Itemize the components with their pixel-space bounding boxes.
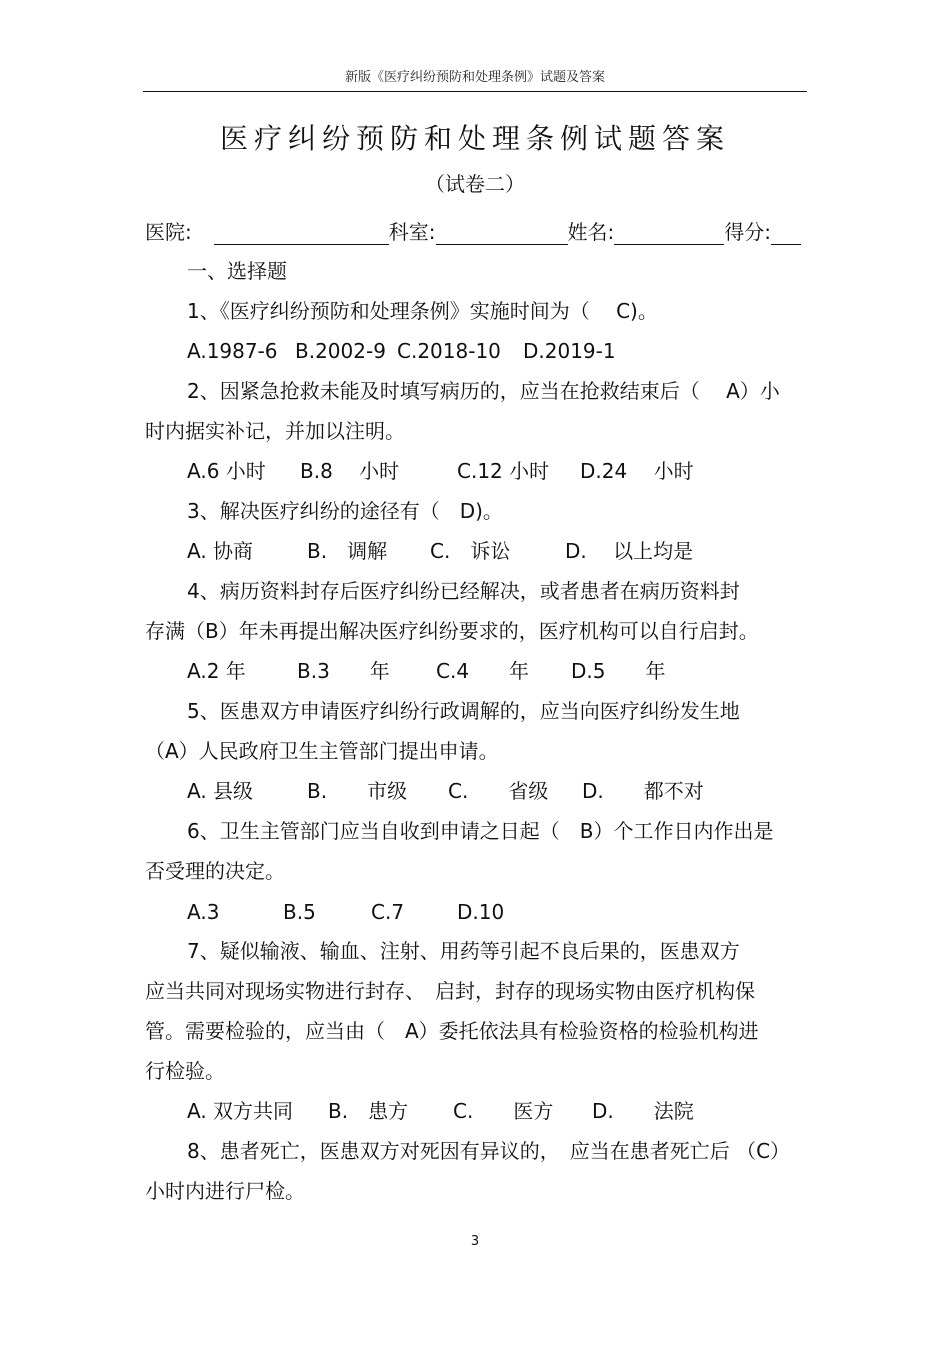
department-label: 科室: bbox=[388, 220, 436, 244]
score-blank[interactable] bbox=[771, 220, 801, 245]
option-b: B. 市级 bbox=[307, 779, 408, 803]
info-fields-row bbox=[145, 215, 809, 245]
question-2-line-2: 时内据实补记，并加以注明。 bbox=[145, 419, 405, 443]
running-header: 新版《医疗纠纷预防和处理条例》试题及答案 bbox=[344, 70, 605, 85]
question-5-options bbox=[187, 777, 807, 805]
question-6-line-2: 否受理的决定。 bbox=[145, 859, 285, 883]
name-label: 姓名: bbox=[567, 220, 615, 244]
question-8-line-2: 小时内进行尸检。 bbox=[145, 1179, 305, 1203]
option-c: C.2018-10 bbox=[397, 339, 501, 363]
option-d: D.10 bbox=[457, 900, 505, 924]
question-4-options bbox=[187, 657, 807, 685]
section-heading: 一、选择题 bbox=[187, 259, 287, 283]
option-a: A. 协商 bbox=[187, 539, 254, 563]
question-6-options bbox=[187, 898, 807, 926]
option-a: A. 双方共同 bbox=[187, 1099, 294, 1123]
question-6-line-1: 6、卫生主管部门应当自收到申请之日起（ B）个工作日内作出是 bbox=[187, 819, 774, 843]
question-7-line-2: 应当共同对现场实物进行封存、 启封，封存的现场实物由医疗机构保 bbox=[145, 979, 755, 1003]
option-b: B.3 年 bbox=[297, 659, 390, 683]
question-7-line-3: 管。需要检验的，应当由（ A）委托依法具有检验资格的检验机构进 bbox=[145, 1019, 759, 1043]
option-b: B. 患方 bbox=[328, 1099, 409, 1123]
option-c: C. 诉讼 bbox=[430, 539, 511, 563]
header-rule bbox=[143, 91, 807, 92]
question-5-line-2: （A）人民政府卫生主管部门提出申请。 bbox=[145, 739, 499, 763]
option-b: B.8 小时 bbox=[300, 459, 400, 483]
question-8-line-1: 8、患者死亡，医患双方对死因有异议的， 应当在患者死亡后 （C） bbox=[187, 1139, 791, 1163]
question-7-line-4: 行检验。 bbox=[145, 1059, 225, 1083]
question-1-line-1: 1、《医疗纠纷预防和处理条例》实施时间为（ C)。 bbox=[187, 299, 658, 323]
option-d: D. 法院 bbox=[592, 1099, 694, 1123]
page-subtitle: （试卷二） bbox=[425, 172, 525, 196]
option-d: D.2019-1 bbox=[523, 339, 616, 363]
hospital-label: 医院: bbox=[145, 220, 192, 244]
name-blank[interactable] bbox=[614, 220, 724, 245]
question-3-options bbox=[187, 537, 807, 565]
option-a: A.1987-6 bbox=[187, 339, 278, 363]
option-c: C. 省级 bbox=[448, 779, 549, 803]
option-d: D. 都不对 bbox=[582, 779, 704, 803]
option-d: D. 以上均是 bbox=[565, 539, 694, 563]
question-7-options bbox=[187, 1097, 807, 1125]
option-a: A.6 小时 bbox=[187, 459, 266, 483]
page-title: 医疗纠纷预防和处理条例试题答案 bbox=[219, 122, 730, 155]
department-blank[interactable] bbox=[436, 220, 568, 245]
option-c: C.4 年 bbox=[436, 659, 530, 683]
question-7-line-1: 7、疑似输液、输血、注射、用药等引起不良后果的，医患双方 bbox=[187, 939, 740, 963]
option-d: D.24 小时 bbox=[580, 459, 694, 483]
page-number: 3 bbox=[470, 1234, 480, 1249]
option-c: C.12 小时 bbox=[457, 459, 550, 483]
option-b: B. 调解 bbox=[307, 539, 388, 563]
question-5-line-1: 5、医患双方申请医疗纠纷行政调解的，应当向医疗纠纷发生地 bbox=[187, 699, 740, 723]
question-4-line-2: 存满（B）年未再提出解决医疗纠纷要求的，医疗机构可以自行启封。 bbox=[145, 619, 759, 643]
option-d: D.5 年 bbox=[571, 659, 666, 683]
hospital-blank[interactable] bbox=[214, 220, 389, 245]
option-a: A.3 bbox=[187, 900, 220, 924]
option-b: B.5 bbox=[283, 900, 316, 924]
score-label: 得分: bbox=[724, 220, 771, 244]
option-a: A.2 年 bbox=[187, 659, 246, 683]
option-c: C. 医方 bbox=[453, 1099, 554, 1123]
question-2-line-1: 2、因紧急抢救未能及时填写病历的，应当在抢救结束后（ A）小 bbox=[187, 379, 780, 403]
question-3-line-1: 3、解决医疗纠纷的途径有（ D)。 bbox=[187, 499, 503, 523]
option-c: C.7 bbox=[371, 900, 405, 924]
question-4-line-1: 4、病历资料封存后医疗纠纷已经解决，或者患者在病历资料封 bbox=[187, 579, 740, 603]
option-b: B.2002-9 bbox=[295, 339, 386, 363]
question-2-options bbox=[187, 457, 807, 485]
option-a: A. 县级 bbox=[187, 779, 254, 803]
question-1-options bbox=[187, 337, 807, 365]
